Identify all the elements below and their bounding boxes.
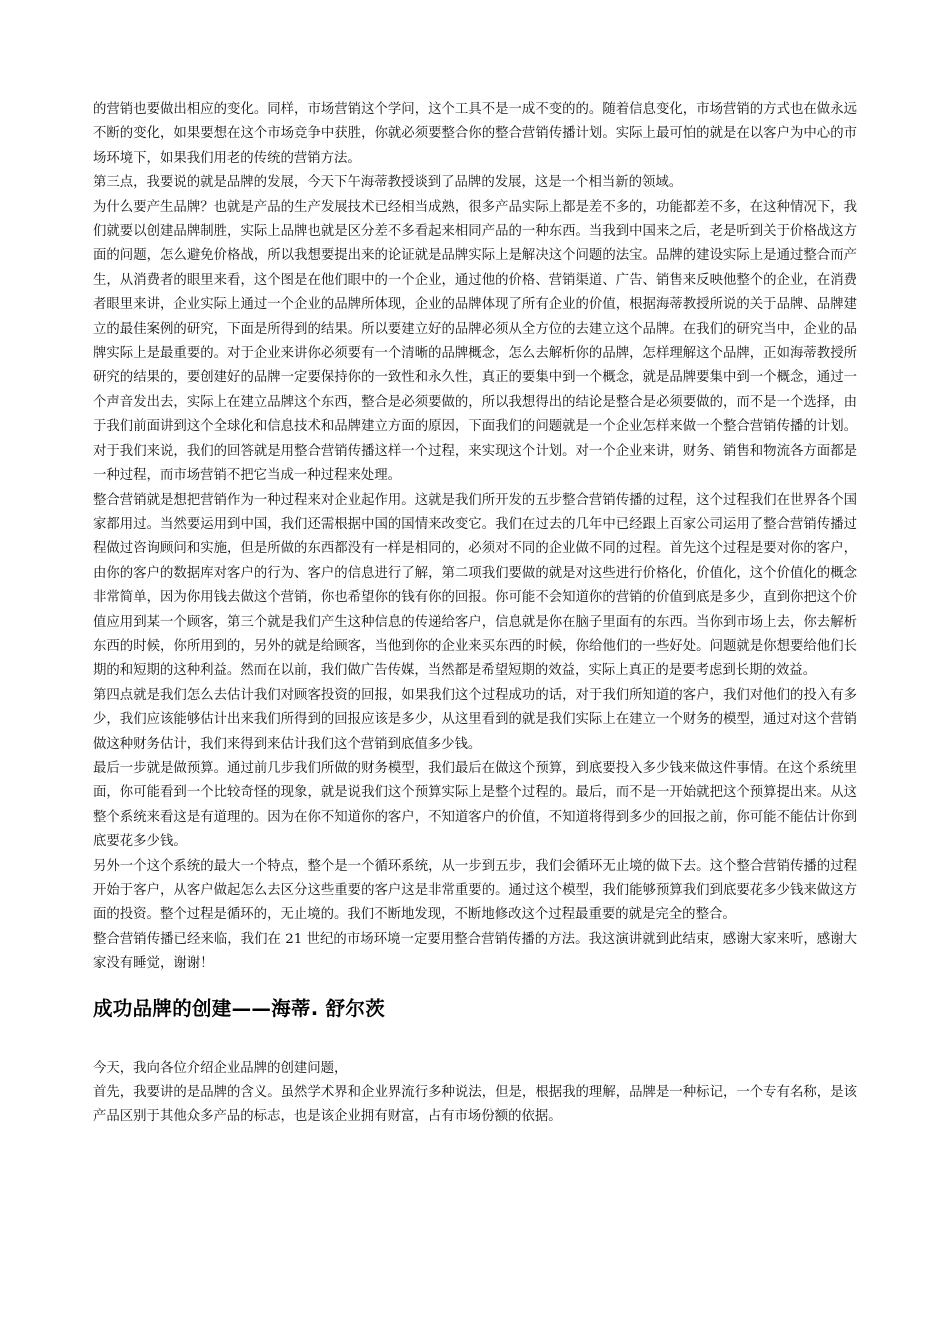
document-page [93, 98, 857, 1130]
paragraph: 第四点就是我们怎么去估计我们对顾客投资的回报，如果我们这个过程成功的话，对于我们所知道的客户，我们对他们的投入有多少，我们应该能够估计出来我们所得到的回报应该是多少，从这里看到的就是我们实际上在建立一个财务的模型，通过对这个营销做这种财务估计，我们来得到来估计我们这个营销到底值多少钱。 [93, 687, 857, 752]
paragraph: 的营销也要做出相应的变化。同样，市场营销这个学问，这个工具不是一成不变的的。随着信息变化，市场营销的方式也在做永远不断的变化，如果要想在这个市场竞争中获胜，你就必须要整合你的整合营销传播计划。实际上最可怕的就是在以客户为中心的市场环境下，如果我们用老的传统的营销方法。 [93, 102, 857, 166]
paragraph: 首先，我要讲的是品牌的含义。虽然学术界和企业界流行多种说法，但是，根据我的理解，品牌是一种标记，一个专有名称，是该产品区别于其他众多产品的标志，也是该企业拥有财富，占有市场份额的依据。 [93, 1085, 857, 1125]
paragraph: 为什么要产生品牌？也就是产品的生产发展技术已经相当成熟，很多产品实际上都是差不多的，功能都差不多，在这种情况下，我们就要以创建品牌制胜，实际上品牌也就是区分差不多看起来相同产品的一种东西。当我到中国来之后，老是听到关于价格战这方面的问题，怎么避免价格战，所以我想要提出来的论证就是品牌实际上是解决这个问题的法宝。品牌的建设实际上是通过整合而产生，从消费者的眼里来看，这个图是在他们眼中的一个企业，通过他的价格、营销渠道、广告、销售来反映他整个的企业，在消费者眼里来讲，企业实际上通过一个企业的品牌所体现，企业的品牌体现了所有企业的价值，根据海蒂教授所说的关于品牌、品牌建立的最佳案例的研究，下面是所得到的结果。所以要建立好的品牌必须从全方位的去建立这个品牌。在我们的研究当中，企业的品牌实际上是最重要的。对于企业来讲你必须要有一个清晰的品牌概念，怎么去解析你的品牌，怎样理解这个品牌，正如海蒂教授所研究的结果的，要创建好的品牌一定要保持你的一致性和永久性，真正的要集中到一个概念，就是品牌要集中到一个概念，通过一个声音发出去，实际上在建立品牌这个东西，整合是必须要做的，所以我想得出的结论是整合是必须要做的，而不是一个选择，由于我们前面讲到这个全球化和信息技术和品牌建立方面的原因，下面我们的问题就是一个企业怎样来做一个整合营销传播的计划。对于我们来说，我们的回答就是用整合营销传播这样一个过程，来实现这个计划。对一个企业来讲，财务、销售和物流各方面都是一种过程，而市场营销不把它当成一种过程来处理。 [93, 199, 857, 484]
section-heading: 成功品牌的创建——海蒂. 舒尔茨 [93, 996, 385, 1020]
paragraph: 另外一个这个系统的最大一个特点，整个是一个循环系统，从一步到五步，我们会循环无止境的做下去。这个整合营销传播的过程开始于客户，从客户做起怎么去区分这些重要的客户这是非常重要的。通过这个模型，我们能够预算我们到底要花多少钱来做这方面的投资。整个过程是循环的，无止境的。我们不断地发现，不断地修改这个过程最重要的就是完全的整合。 [93, 858, 857, 923]
paragraph: 整合营销就是想把营销作为一种过程来对企业起作用。这就是我们所开发的五步整合营销传播的过程，这个过程我们在世界各个国家都用过。当然要运用到中国，我们还需根据中国的国情来改变它。我们在过去的几年中已经跟上百家公司运用了整合营销传播过程做过咨询顾问和实施，但是所做的东西都没有一样是相同的，必须对不同的企业做不同的过程。首先这个过程是要对你的客户，由你的客户的数据库对客户的行为、客户的信息进行了解，第二项我们要做的就是对这些进行价格化，价值化，这个价值化的概念非常简单，因为你用钱去做这个营销，你也希望你的钱有你的回报。你可能不会知道你的营销的价值到底是多少，直到你把这个价值应用到某一个顾客，第三个就是我们产生这种信息的传递给客户，信息就是你在脑子里面有的东西。当你到市场上去，你去解析东西的时候，你所用到的，另外的就是给顾客，当他到你的企业来买东西的时候，你给他们的一些好处。问题就是你想要给他们长期的和短期的这种利益。然而在以前，我们做广告传媒，当然都是希望短期的效益，实际上真正的是要考虑到长期的效益。 [93, 492, 857, 679]
paragraph: 最后一步就是做预算。通过前几步我们所做的财务模型，我们最后在做这个预算，到底要投入多少钱来做这件事情。在这个系统里面，你可能看到一个比较奇怪的现象，就是说我们这个预算实际上是整个过程的。最后，而不是一开始就把这个预算提出来。从这整个系统来看这是有道理的。因为在你不知道你的客户，不知道客户的价值，不知道将得到多少的回报之前，你可能不能估计你到底要花多少钱。 [93, 760, 857, 850]
paragraph: 今天，我向各位介绍企业品牌的创建问题， [93, 1060, 348, 1076]
paragraph: 整合营销传播已经来临，我们在 21 世纪的市场环境一定要用整合营销传播的方法。我这演讲就到此结束，感谢大家来听，感谢大家没有睡觉，谢谢！ [93, 931, 857, 972]
paragraph: 第三点，我要说的就是品牌的发展，今天下午海蒂教授谈到了品牌的发展，这是一个相当新的领域。 [93, 175, 683, 191]
